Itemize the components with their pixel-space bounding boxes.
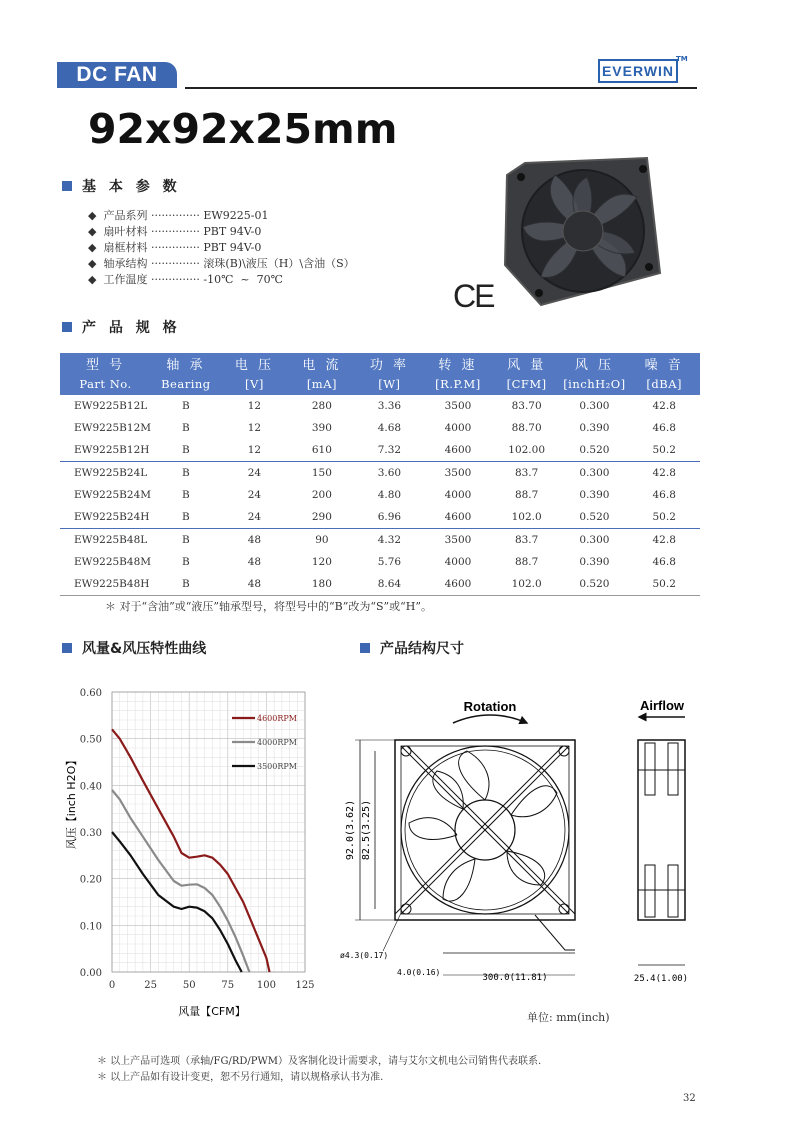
table-cell: EW9225B24L xyxy=(60,462,151,485)
col-header: 转 速 xyxy=(423,353,493,373)
table-cell: 0.300 xyxy=(560,462,628,485)
table-cell: 88.7 xyxy=(514,489,539,501)
table-cell: 24 xyxy=(247,489,262,501)
col-header-en: [mA] xyxy=(288,373,356,395)
table-cell: 3.60 xyxy=(356,462,423,485)
table-row xyxy=(60,506,700,529)
col-header-en: [V] xyxy=(221,373,288,395)
section-curve-title: 风量&风压特性曲线 xyxy=(82,641,207,657)
table-cell: EW9225B48L xyxy=(60,529,151,552)
x-tick-label: 50 xyxy=(182,980,196,991)
table-cell: EW9225B12H xyxy=(74,444,150,456)
table-cell: 48 xyxy=(221,573,288,596)
table-cell: 3500 xyxy=(423,529,493,552)
params-list xyxy=(88,208,355,288)
table-cell: 4600 xyxy=(444,444,472,456)
table-cell: 46.8 xyxy=(652,489,676,501)
table-cell: 24 xyxy=(221,462,288,485)
y-tick-label: 0.50 xyxy=(79,734,102,746)
x-tick-label: 0 xyxy=(108,980,116,991)
table-header-en xyxy=(60,373,700,395)
page-title: 92x92x25mm xyxy=(88,105,398,153)
table-cell: 0.300 xyxy=(560,529,628,552)
table-cell: 7.32 xyxy=(377,444,402,456)
x-tick-label: 25 xyxy=(144,980,157,991)
table-cell: 150 xyxy=(288,462,356,485)
page-number: 32 xyxy=(683,1093,696,1104)
table-cell: 4000 xyxy=(444,422,472,434)
table-cell: 4.68 xyxy=(377,422,402,434)
y-tick-label: 0.20 xyxy=(79,874,102,886)
table-cell: 0.520 xyxy=(579,511,610,523)
table-cell: 180 xyxy=(288,573,356,596)
table-cell: 83.7 xyxy=(493,529,561,552)
table-note: ＊ 对于“含油”或“液压”轴承型号，将型号中的“B”改为“S”或“H”。 xyxy=(105,600,432,613)
legend-label: 4600RPM xyxy=(257,714,297,723)
table-cell: 5.76 xyxy=(377,556,402,568)
table-cell: 0.390 xyxy=(579,422,610,434)
table-cell: 390 xyxy=(311,422,332,434)
table-cell: 46.8 xyxy=(652,556,676,568)
everwin-logo: EVERWIN xyxy=(598,59,678,83)
table-cell: B xyxy=(151,529,221,552)
series-line xyxy=(112,832,242,972)
table-cell: B xyxy=(182,444,190,456)
y-tick-label: 0.40 xyxy=(79,781,102,793)
table-cell: 4000 xyxy=(444,556,472,568)
table-cell: 12 xyxy=(247,400,262,412)
table-row xyxy=(60,462,700,485)
x-axis-label: 风量【CFM】 xyxy=(178,1005,246,1018)
section-square-icon xyxy=(62,181,72,191)
footnote: ＊ 以上产品可选项（承轴/FG/RD/PWM）及客制化设计需要求，请与艾尔文机电公司销售代表联系. xyxy=(97,1056,542,1067)
table-cell: 280 xyxy=(311,400,332,412)
col-header: 电 流 xyxy=(288,353,356,373)
flange-dim-label: 4.0(0.16) xyxy=(397,968,441,977)
table-cell: 102.00 xyxy=(508,444,546,456)
col-header-en: [CFM] xyxy=(493,373,561,395)
col-header: 噪 音 xyxy=(628,353,700,373)
table-cell: B xyxy=(182,556,190,568)
y-tick-label: 0.10 xyxy=(79,921,102,933)
table-cell: 88.70 xyxy=(511,422,542,434)
table-cell: 12 xyxy=(247,444,262,456)
rotation-label: Rotation xyxy=(463,699,517,714)
col-header: 风 量 xyxy=(493,353,561,373)
table-cell: 50.2 xyxy=(652,444,676,456)
table-row xyxy=(60,439,700,462)
lead-length-label: 300.0(11.81) xyxy=(482,973,548,983)
col-header-en: [inchH₂O] xyxy=(560,373,628,395)
section-basic-title: 基 本 参 数 xyxy=(82,179,181,195)
legend-label: 3500RPM xyxy=(257,762,297,771)
table-cell: 4000 xyxy=(444,489,472,501)
table-cell: 8.64 xyxy=(356,573,423,596)
table-cell: 0.390 xyxy=(579,556,610,568)
pq-curve-chart xyxy=(55,672,325,1027)
table-cell: 83.7 xyxy=(493,462,561,485)
table-row xyxy=(60,573,700,596)
table-cell: 4600 xyxy=(444,511,472,523)
table-cell: B xyxy=(151,573,221,596)
col-header-en: Part No. xyxy=(60,373,151,395)
y-tick-label: 0.30 xyxy=(79,828,102,839)
thickness-label: 25.4(1.00) xyxy=(633,974,689,984)
hole-dim-label: 82.5(3.25) xyxy=(361,799,372,861)
table-cell: 102.0 xyxy=(511,511,542,523)
table-cell: EW9225B12L xyxy=(74,400,148,412)
table-row xyxy=(60,529,700,552)
x-tick-label: 125 xyxy=(295,980,315,991)
section-square-icon xyxy=(62,643,72,653)
fan-product-image xyxy=(497,155,667,310)
param-row: ◆ 工作温度 ·············· -10℃ ~ 70℃ xyxy=(88,273,283,286)
unit-label: 单位: mm(inch) xyxy=(527,1011,610,1024)
table-cell: 102.0 xyxy=(493,573,561,596)
table-cell: 90 xyxy=(288,529,356,552)
col-header: 轴 承 xyxy=(151,353,221,373)
x-tick-label: 75 xyxy=(221,980,235,991)
table-cell: EW9225B48H xyxy=(60,573,151,596)
table-cell: 50.2 xyxy=(628,573,700,596)
param-row: ◆ 产品系列 ·············· EW9225-01 xyxy=(88,209,269,222)
footnote: ＊ 以上产品如有设计变更，恕不另行通知，请以规格承认书为准. xyxy=(97,1072,384,1083)
param-row: ◆ 轴承结构 ·············· 滚珠(B)\液压（H）\含油（S） xyxy=(88,257,355,270)
table-cell: 0.520 xyxy=(579,444,610,456)
col-header-en: Bearing xyxy=(151,373,221,395)
rotation-arrow-icon xyxy=(453,715,527,723)
section-dim-title: 产品结构尺寸 xyxy=(380,641,464,657)
table-row xyxy=(60,484,700,506)
table-cell: 4.32 xyxy=(356,529,423,552)
table-cell: 12 xyxy=(247,422,262,434)
table-cell: 4600 xyxy=(423,573,493,596)
section-square-icon xyxy=(62,322,72,332)
airflow-label: Airflow xyxy=(639,698,685,713)
col-header: 风 压 xyxy=(560,353,628,373)
col-header: 型 号 xyxy=(60,353,151,373)
outer-dim-label: 92.0(3.62) xyxy=(345,799,356,861)
table-cell: B xyxy=(182,511,190,523)
param-row: ◆ 扇框材料 ·············· PBT 94V-0 xyxy=(88,241,262,254)
col-header-en: [W] xyxy=(356,373,423,395)
table-cell: 42.8 xyxy=(652,400,676,412)
table-cell: 0.300 xyxy=(579,400,610,412)
spec-table xyxy=(60,353,700,596)
col-header-en: [dBA] xyxy=(628,373,700,395)
table-cell: 6.96 xyxy=(377,511,402,523)
table-cell: 120 xyxy=(311,556,332,568)
hole-dia-label: ø4.3(0.17) xyxy=(340,951,389,960)
section-spec-title: 产 品 规 格 xyxy=(82,320,181,336)
table-cell: 4.80 xyxy=(377,489,402,501)
header-rule xyxy=(185,87,697,89)
table-cell: 50.2 xyxy=(652,511,676,523)
table-cell: 42.8 xyxy=(628,462,700,485)
table-cell: EW9225B24M xyxy=(74,489,152,501)
table-cell: 200 xyxy=(311,489,332,501)
table-cell: EW9225B24H xyxy=(74,511,150,523)
table-cell: 48 xyxy=(247,556,262,568)
table-cell: B xyxy=(182,422,190,434)
table-row xyxy=(60,417,700,439)
col-header-en: [R.P.M] xyxy=(423,373,493,395)
legend-label: 4000RPM xyxy=(257,738,297,747)
dimension-drawing xyxy=(335,685,705,1000)
table-row xyxy=(60,395,700,417)
table-cell: 290 xyxy=(311,511,332,523)
table-cell: 3500 xyxy=(423,462,493,485)
ce-mark: CE xyxy=(453,278,494,314)
x-tick-label: 100 xyxy=(256,980,276,991)
table-cell: 0.520 xyxy=(560,573,628,596)
table-cell: 3500 xyxy=(444,400,472,412)
table-cell: B xyxy=(182,489,190,501)
table-cell: 46.8 xyxy=(652,422,676,434)
table-cell: B xyxy=(151,462,221,485)
section-square-icon xyxy=(360,643,370,653)
trademark-mark: TM xyxy=(676,55,688,63)
table-cell: 42.8 xyxy=(628,529,700,552)
table-row xyxy=(60,551,700,573)
table-cell: 0.390 xyxy=(579,489,610,501)
table-cell: EW9225B12M xyxy=(74,422,152,434)
table-cell: 24 xyxy=(247,511,262,523)
table-cell: 88.7 xyxy=(514,556,539,568)
y-tick-label: 0.00 xyxy=(79,968,102,979)
table-cell: EW9225B48M xyxy=(74,556,152,568)
table-cell: 48 xyxy=(221,529,288,552)
param-row: ◆ 扇叶材料 ·············· PBT 94V-0 xyxy=(88,225,262,238)
chart-legend xyxy=(232,714,297,771)
col-header: 功 率 xyxy=(356,353,423,373)
y-tick-label: 0.60 xyxy=(79,688,102,699)
table-cell: 83.70 xyxy=(511,400,542,412)
table-cell: 3.36 xyxy=(377,400,402,412)
dc-fan-badge: DC FAN xyxy=(57,62,177,88)
y-axis-label: 风压【inch H2O】 xyxy=(65,754,78,850)
table-header-cn xyxy=(60,353,700,373)
col-header: 电 压 xyxy=(221,353,288,373)
table-cell: 610 xyxy=(311,444,332,456)
table-cell: B xyxy=(182,400,190,412)
